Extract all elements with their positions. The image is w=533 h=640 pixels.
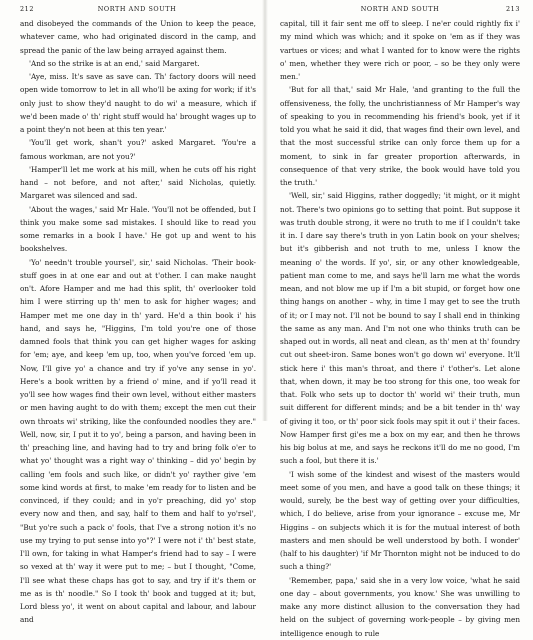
paragraph: 'Aye, miss. It's save as save can. Th' factory doors will need open wide tomorrow to let in all who'll be axing for work; if it's only just to show they'd naught to do wi' a measure, which if we'd been made o' th' right stuff would ha' brought wages up to a point they'n not been at this ten year.'	[20, 72, 256, 134]
left-page	[0, 0, 264, 625]
paragraph: 'I wish some of the kindest and wisest of the masters would meet some of you men, and have a good talk on these things; it would, surely, be the best way of getting over your difficulties, which, I do believe, arise from your ignorance – excuse me, Mr Higgins – on subjects which it is for the mutual interest of both masters and men should be well understood by both. I wonder' (half to his daughter) 'if Mr Thornton might not be induced to do such a thing?'	[280, 469, 520, 572]
left-page-header	[20, 5, 254, 15]
paragraph: 'Well, sir,' said Higgins, rather doggedly; 'it might, or it might not. There's two opinions go to setting that point. But suppose it was truth double strong, it were no truth to me if I couldn't take it in. I dare say there's truth in yon Latin book on your shelves; but it's gibberish and not truth to me, unless I know the meaning o' the words. If yo', sir, or any other knowledgeable, patient man come to me, and says he'll larn me what the words mean, and not blow me up if I'm a bit stupid, or forget how one thing hangs on another – why, in time I may get to see the truth of it; or I may not. I'll not be bound to say I shall end in thinking the same as any man. And I'm not one who thinks truth can be shaped out in words, all neat and clean, as th' men at th' foundry cut out sheet-iron. Same bones won't go down wi' everyone. It'll stick here i' this man's throat, and there i' t'other's. Let alone that, when down, it may be too strong for this one, too weak for that. Folk who sets up to doctor th' world wi' their truth, mun suit different for different minds; and be a bit tender in th' way of giving it too, or th' poor sick fools may spit it out i' their faces. Now Hamper first gi'es me a box on my ear, and then he throws his big bolus at me, and says he reckons it'll do me no good, I'm such a fool, but there it is.'	[280, 191, 520, 466]
paragraph: 'Yo' needn't trouble yoursel', sir,' said Nicholas. 'Their book-stuff goes in at one ear and out at t'other. I can make naught on't. Afore Hamper and me had this split, th' overlooker told him I were stirring up th' men to ask for higher wages; and Hamper met me one day in th' yard. He'd a thin book i' his hand, and says he, "Higgins, I'm told you're one of those damned fools that think you can get higher wages for asking for 'em; aye, and keep 'em up, too, when you've forced 'em up. Now, I'll give yo' a chance and try if yo've any sense in yo'. Here's a book written by a friend o' mine, and if yo'll read it yo'll see how wages find their own level, without either masters or men having aught to do with them; except the men cut their own throats wi' striking, like the confounded noodles they are." Well, now, sir, I put it to yo', being a parson, and having been in th' preaching line, and having had to try and bring folk o'er to what yo' thought was a right way o' thinking – did yo' begin by calling 'em fools and such like, or didn't yo' rayther give 'em some kind words at first, to make 'em ready for to listen and be convinced, if they could; and in yo'r preaching, did yo' stop every now and then, and say, half to them and half to yo'rsel', "But yo're such a pack o' fools, that I've a strong notion it's no use my trying to put sense into yo"?' I were not i' th' best state, I'll own, for taking in what Hamper's friend had to say – I were so vexed at th' way it were put to me; – but I thought, "Come, I'll see what these chaps has got to say, and try if it's them or me as is th' noodle." So I took th' book and tugged at it; but, Lord bless yo', it went on about capital and labour, and labour and	[20, 257, 256, 625]
running-title: NORTH AND SOUTH	[360, 5, 440, 13]
page-number: 213	[506, 5, 520, 13]
paragraph: capital, till it fair sent me off to sleep. I ne'er could rightly fix i' my mind which was which; and it spoke on 'em as if they was vartues or vices; and what I wanted for to know were the rights o' men, whether they were rich or poor, – so be they only were men.'	[280, 19, 520, 81]
paragraph: 'Remember, papa,' said she in a very low voice, 'what he said one day – about governments, you know.' She was unwilling to make any more distinct allusion to the conversation they had held on the subject of governing work-people – by giving men intelligence enough to rule	[280, 575, 520, 638]
left-page-body	[20, 17, 256, 625]
right-page-body	[280, 17, 520, 638]
paragraph: 'You'll get work, shan't you?' asked Margaret. 'You're a famous workman, are not you?'	[20, 138, 256, 161]
paragraph: 'But for all that,' said Mr Hale, 'and granting to the full the offensiveness, the folly, the unchristianness of Mr Hamper's way of speaking to you in recommending his friend's book, yet if it told you what he said it did, that wages find their own level, and that the most successful strike can only force them up for a moment, to sink in far greater proportion afterwards, in consequence of that very strike, the book would have told you the truth.'	[280, 85, 520, 187]
running-title: NORTH AND SOUTH	[97, 5, 177, 13]
paragraph: 'Hamper'll let me work at his mill, when he cuts off his right hand – not before, and not after,' said Nicholas, quietly. Margaret was silenced and sad.	[20, 164, 256, 201]
paragraph: and disobeyed the commands of the Union to keep the peace, whatever came, who had originated discord in the camp, and spread the panic of the law being arrayed against them.	[20, 19, 256, 55]
right-page	[266, 0, 533, 638]
right-page-header	[280, 5, 520, 15]
page-number: 212	[20, 5, 34, 13]
paragraph: 'About the wages,' said Mr Hale. 'You'll not be offended, but I think you make some sad mistakes. I should like to read you some remarks in a book I have.' He got up and went to his bookshelves.	[20, 204, 256, 254]
paragraph: 'And so the strike is at an end,' said Margaret.	[29, 58, 200, 68]
